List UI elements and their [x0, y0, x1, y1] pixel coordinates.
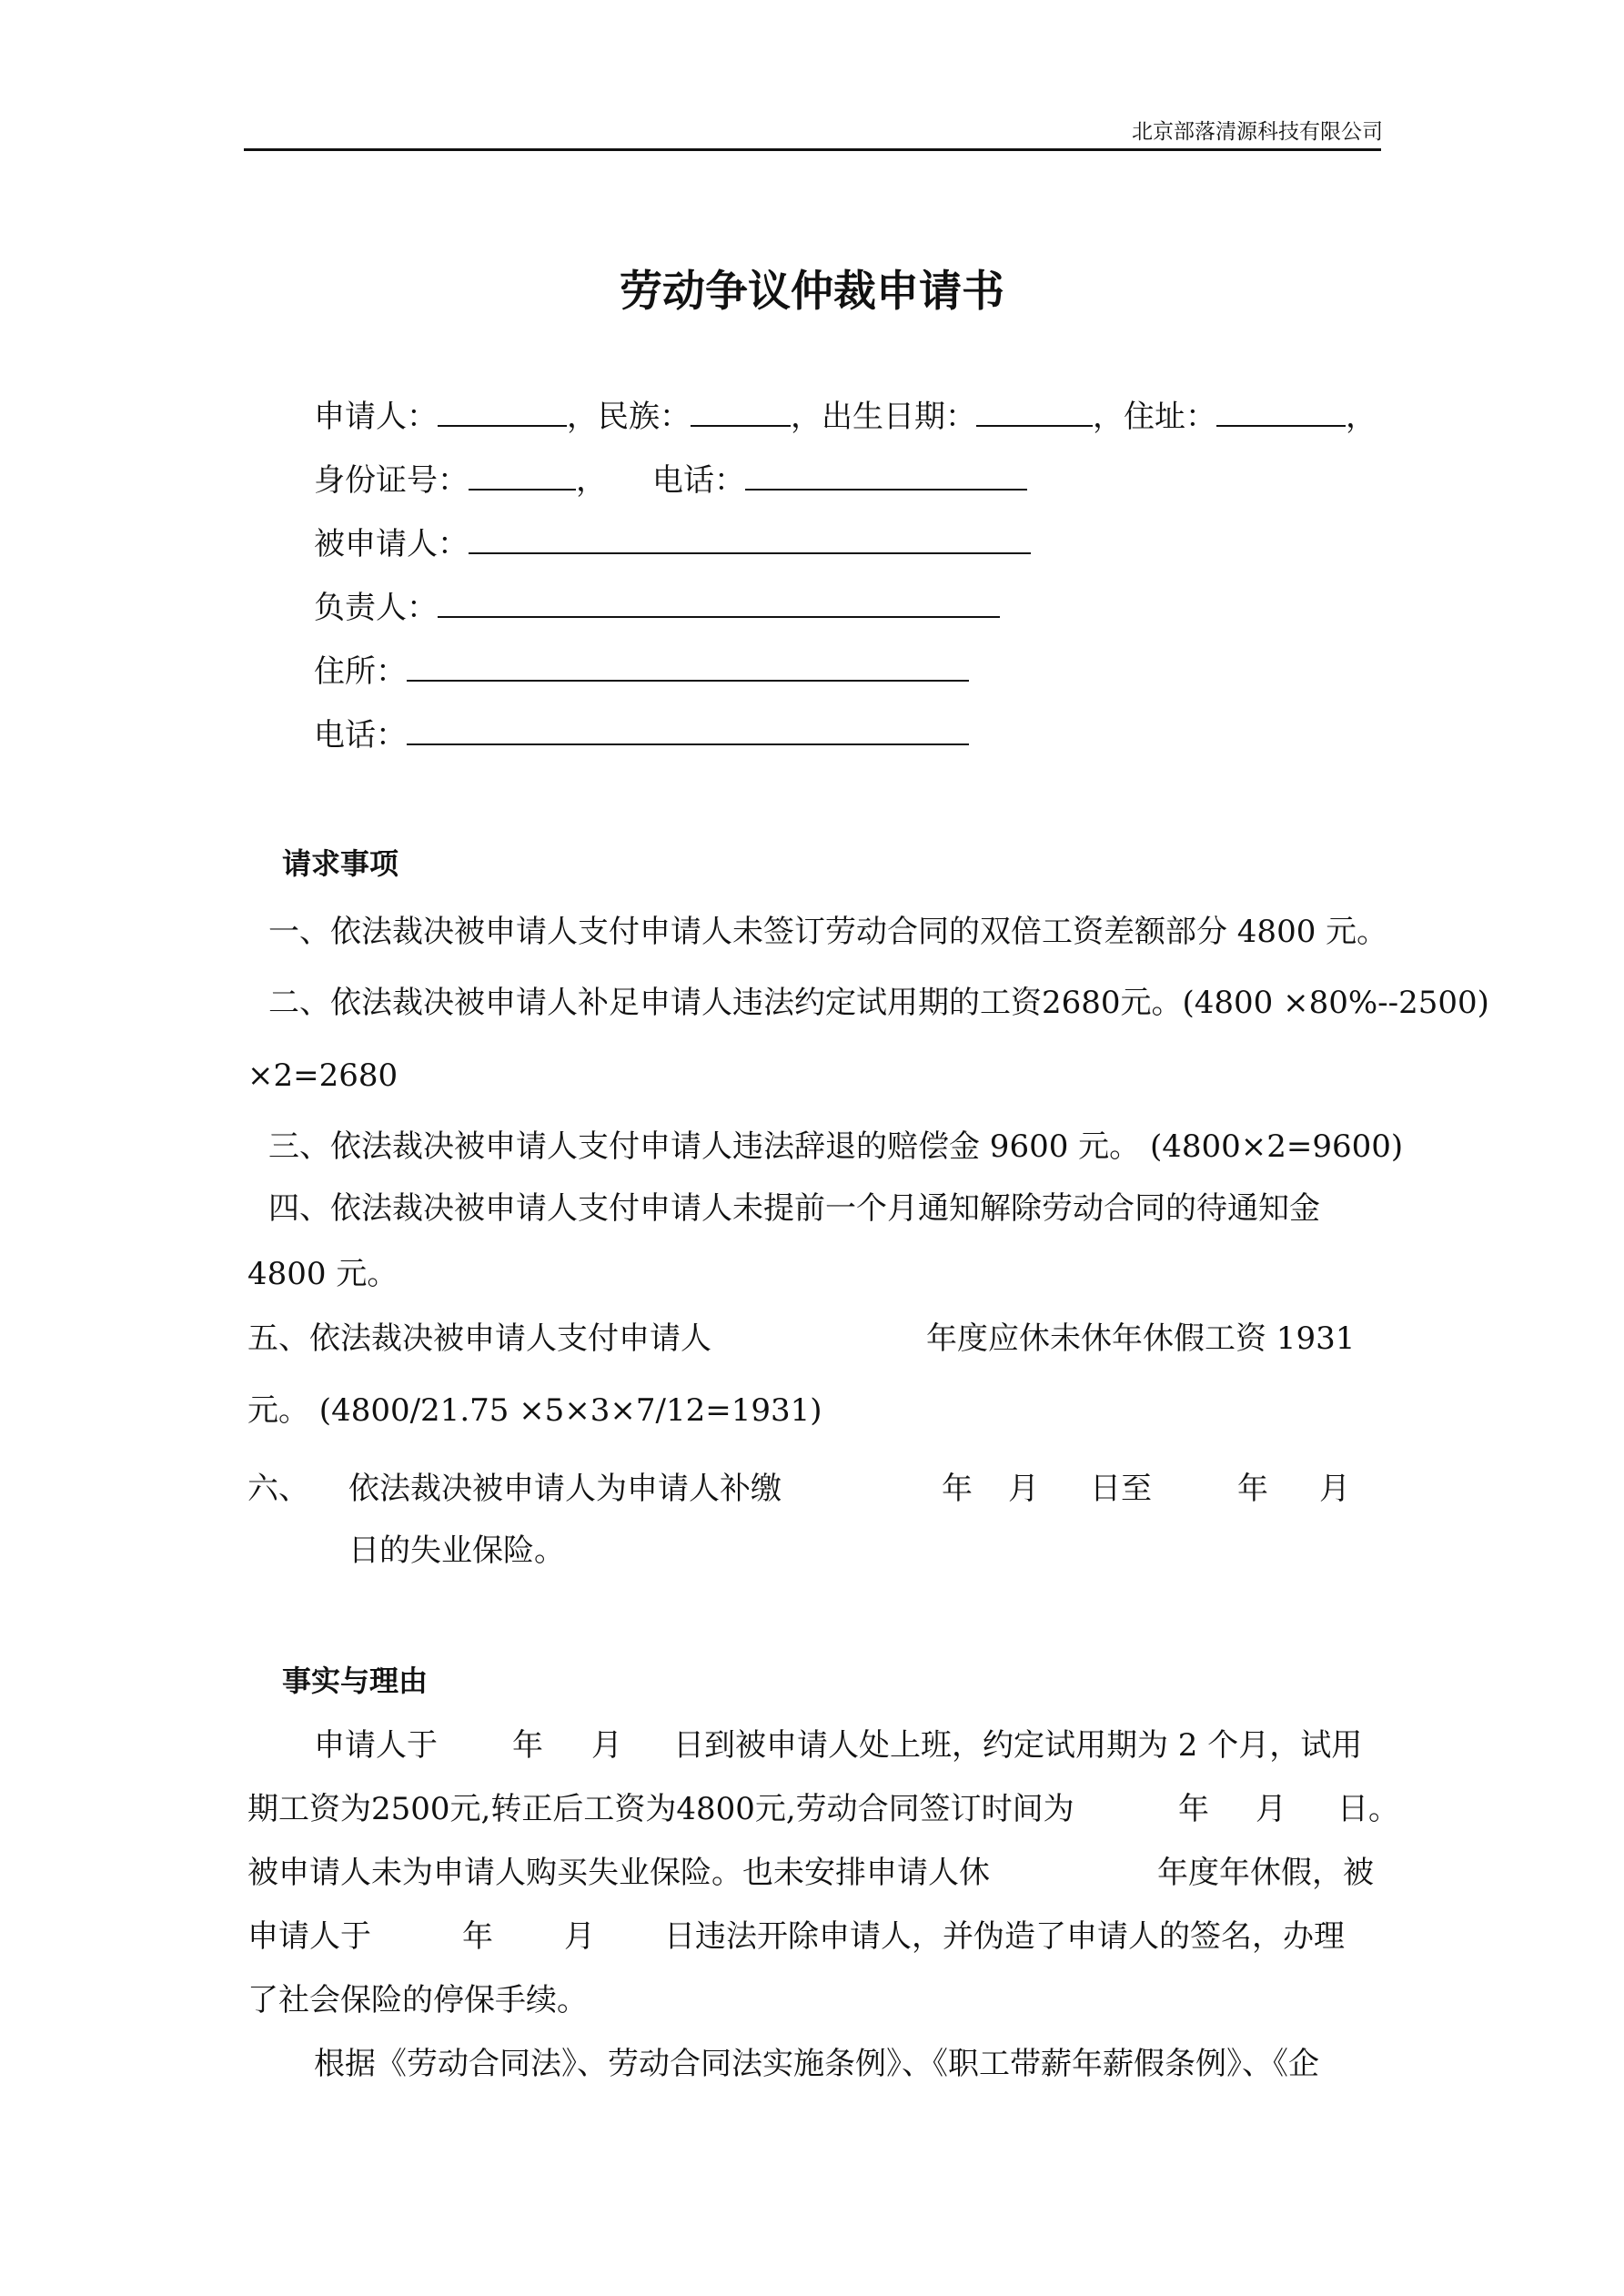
- claim-3: 三、依法裁决被申请人支付申请人违法辞退的赔偿金 9600 元。 (4800×2=9600): [268, 1128, 1404, 1165]
- facts-line-2-month: 月: [1256, 1791, 1286, 1827]
- residence-field[interactable]: [407, 652, 969, 682]
- facts-line-2a: 期工资为2500元,转正后工资为4800元,劳动合同签订时间为: [247, 1791, 1074, 1827]
- phone-label: 电话：: [652, 462, 745, 499]
- respondent-label: 被申请人：: [314, 526, 469, 562]
- facts-line-6: 根据《劳动合同法》、劳动合同法实施条例》、《职工带薪年薪假条例》、《企: [314, 2046, 1319, 2082]
- claim-2-line-1: 二、依法裁决被申请人补足申请人违法约定试用期的工资2680元。(4800 ×80%--2500): [268, 985, 1489, 1021]
- phone-field[interactable]: [745, 461, 1027, 491]
- id-number-field[interactable]: [469, 461, 576, 491]
- respondent-phone-label: 电话：: [314, 717, 407, 754]
- claim-5-line-2: 元。 (4800/21.75 ×5×3×7/12=1931): [247, 1392, 822, 1429]
- applicant-name-field[interactable]: [438, 398, 567, 427]
- facts-line-4a: 申请人于: [247, 1918, 371, 1955]
- facts-line-1b: 日到被申请人处上班，约定试用期为 2 个月，试用: [673, 1727, 1363, 1764]
- claim-6-number: 六、: [247, 1471, 309, 1507]
- facts-line-4-year: 年: [462, 1918, 493, 1955]
- facts-line-1-year: 年: [512, 1727, 543, 1764]
- claim-6-text: 依法裁决被申请人为申请人补缴: [348, 1471, 782, 1507]
- applicant-label: 申请人：: [314, 399, 438, 435]
- claims-heading: 请求事项: [282, 846, 399, 881]
- facts-line-3a: 被申请人未为申请人购买失业保险。也未安排申请人休: [247, 1855, 990, 1891]
- respondent-line: [314, 519, 1031, 563]
- id-comma: ，: [576, 462, 607, 499]
- end-comma: ，: [1346, 399, 1377, 435]
- claim-6-year-2: 年: [1237, 1471, 1268, 1507]
- claim-2-line-2: ×2=2680: [247, 1057, 398, 1094]
- id-phone-line: [314, 455, 1027, 500]
- claim-5-line-1a: 五、依法裁决被申请人支付申请人: [247, 1320, 711, 1357]
- ethnicity-label: ，民族：: [567, 399, 691, 435]
- facts-line-5: 了社会保险的停保手续。: [247, 1982, 588, 2018]
- respondent-phone-field[interactable]: [407, 716, 969, 745]
- principal-field[interactable]: [438, 589, 1000, 618]
- claim-4-line-1: 四、依法裁决被申请人支付申请人未提前一个月通知解除劳动合同的待通知金: [268, 1190, 1320, 1227]
- respondent-phone-line: [314, 710, 969, 754]
- header-company: 北京部落清源科技有限公司: [1132, 120, 1383, 144]
- facts-line-4b: 日违法开除申请人，并伪造了申请人的签名，办理: [664, 1918, 1345, 1955]
- facts-heading: 事实与理由: [282, 1664, 429, 1698]
- claim-5-line-1b: 年度应休未休年休假工资 1931: [926, 1320, 1356, 1357]
- respondent-field[interactable]: [469, 525, 1031, 554]
- claim-4-line-2: 4800 元。: [247, 1256, 398, 1292]
- facts-line-1-month: 月: [591, 1727, 622, 1764]
- principal-label: 负责人：: [314, 590, 438, 626]
- facts-line-3b: 年度年休假，被: [1157, 1855, 1374, 1891]
- claim-6-day-to: 日至: [1090, 1471, 1152, 1507]
- claim-6-month-1: 月: [1008, 1471, 1039, 1507]
- facts-line-1a: 申请人于: [314, 1727, 438, 1764]
- header-rule: [244, 148, 1381, 151]
- birth-label: ，出生日期：: [791, 399, 976, 435]
- facts-line-2-day: 日。: [1337, 1791, 1399, 1827]
- applicant-line: [314, 391, 1377, 436]
- claim-1: 一、依法裁决被申请人支付申请人未签订劳动合同的双倍工资差额部分 4800 元。: [268, 914, 1388, 950]
- facts-line-4-month: 月: [564, 1918, 595, 1955]
- ethnicity-field[interactable]: [691, 398, 791, 427]
- id-label: 身份证号：: [314, 462, 469, 499]
- claim-6-line-2: 日的失业保险。: [348, 1532, 565, 1569]
- facts-line-2-year: 年: [1178, 1791, 1209, 1827]
- page-title: 劳动争议仲裁申请书: [620, 267, 1004, 317]
- claim-6-year-1: 年: [942, 1471, 973, 1507]
- claim-6-month-2: 月: [1319, 1471, 1350, 1507]
- principal-line: [314, 582, 1000, 627]
- address-field[interactable]: [1216, 398, 1346, 427]
- birth-date-field[interactable]: [976, 398, 1093, 427]
- address-label: ，住址：: [1093, 399, 1216, 435]
- residence-label: 住所：: [314, 653, 407, 690]
- residence-line: [314, 646, 969, 691]
